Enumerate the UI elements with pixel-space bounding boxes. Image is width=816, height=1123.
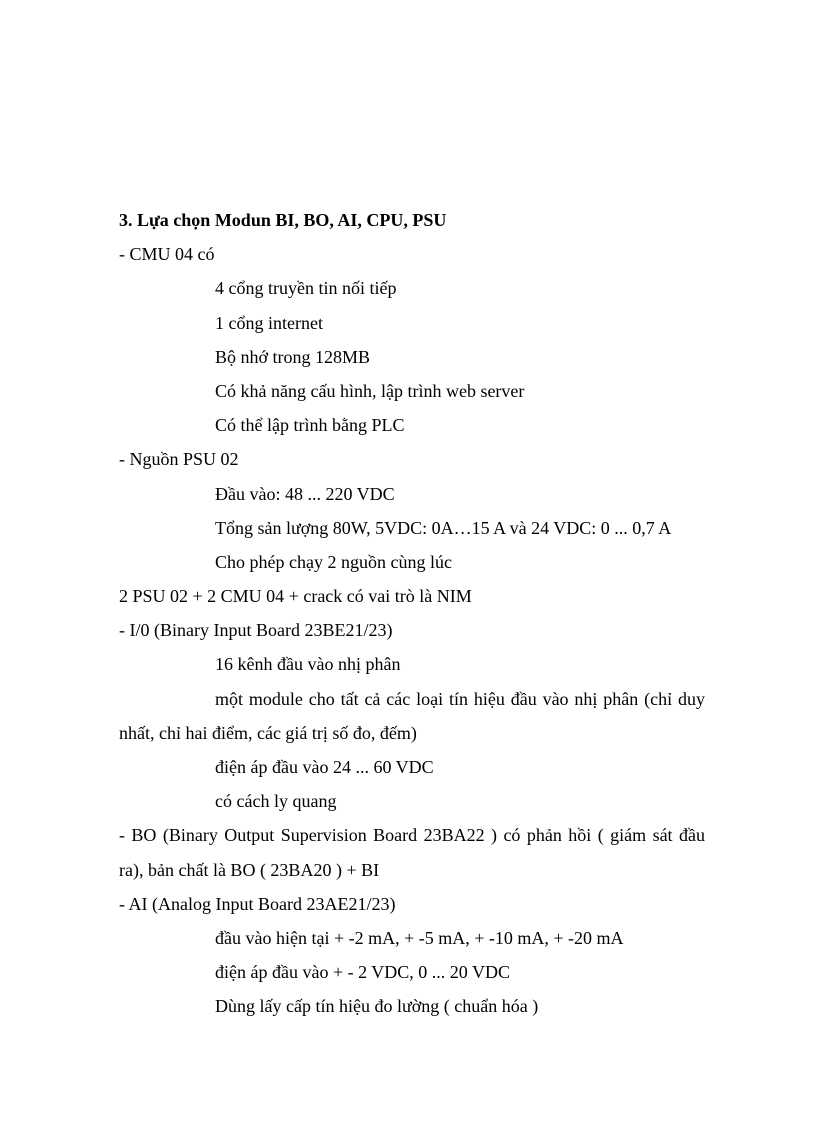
io-item-4: có cách ly quang <box>215 791 337 812</box>
bo-paragraph: - BO (Binary Output Supervision Board 23BA22 ) có phản hồi ( giám sát đầu ra), bản chất là BO ( 23BA20 ) + BI <box>119 825 705 880</box>
ai-title: - AI (Analog Input Board 23AE21/23) <box>119 893 396 914</box>
psu-title: - Nguồn PSU 02 <box>119 449 239 470</box>
cmu-item-1: 4 cổng truyền tin nối tiếp <box>215 278 397 299</box>
cmu-title: - CMU 04 có <box>119 244 215 265</box>
io-item-2: một module cho tất cả các loại tín hiệu đầu vào nhị phân (chỉ duy nhất, chỉ hai điểm, các giá trị số đo, đếm) <box>119 688 705 743</box>
psu-item-3: Cho phép chạy 2 nguồn cùng lúc <box>215 551 452 572</box>
section-heading: 3. Lựa chọn Modun BI, BO, AI, CPU, PSU <box>119 210 447 230</box>
cmu-item-4: Có khả năng cấu hình, lập trình web server <box>215 380 525 401</box>
psu-item-2: Tổng sản lượng 80W, 5VDC: 0A…15 A và 24 VDC: 0 ... 0,7 A <box>215 517 672 538</box>
cmu-item-5: Có thể lập trình bằng PLC <box>215 415 405 436</box>
ai-item-3: Dùng lấy cấp tín hiệu đo lường ( chuẩn hóa ) <box>215 996 539 1017</box>
combo-line: 2 PSU 02 + 2 CMU 04 + crack có vai trò là NIM <box>119 586 472 607</box>
psu-item-1: Đầu vào: 48 ... 220 VDC <box>215 483 395 504</box>
ai-item-1: đầu vào hiện tại + -2 mA, + -5 mA, + -10 mA, + -20 mA <box>215 928 624 948</box>
cmu-item-2: 1 cổng internet <box>215 312 323 333</box>
io-title: - I/0 (Binary Input Board 23BE21/23) <box>119 620 393 641</box>
ai-item-2: điện áp đầu vào + - 2 VDC, 0 ... 20 VDC <box>215 962 510 983</box>
document-content <box>119 203 705 1024</box>
io-item-1: 16 kênh đầu vào nhị phân <box>215 654 401 675</box>
cmu-item-3: Bộ nhớ trong 128MB <box>215 346 371 367</box>
io-item-3: điện áp đầu vào 24 ... 60 VDC <box>215 757 434 778</box>
